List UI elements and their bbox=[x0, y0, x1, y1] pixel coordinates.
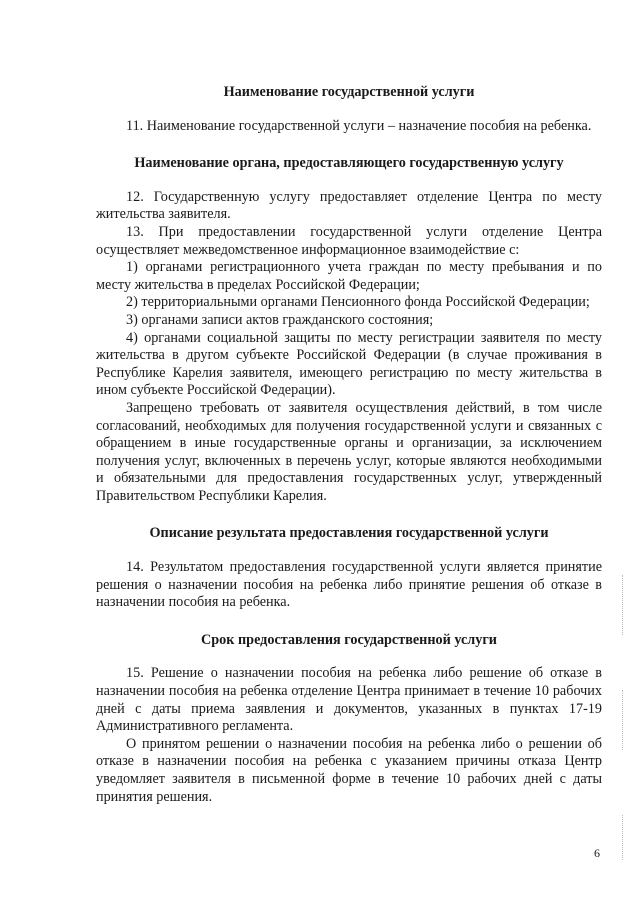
list-item: 1) органами регистрационного учета граждан по месту пребывания и по месту жительства в пределах Российской Федерации; bbox=[96, 259, 602, 293]
paragraph: 14. Результатом предоставления государственной услуги является принятие решения о назначении пособия на ребенка либо принятие решения об отказе в назначении пособия на ребенка. bbox=[96, 559, 602, 611]
section-heading: Описание результата предоставления государственной услуги bbox=[149, 525, 549, 542]
scan-edge-mark bbox=[622, 575, 624, 635]
list-item: 4) органами социальной защиты по месту регистрации заявителя по месту жительства в другом субъекте Российской Федерации (в случае проживания в Республике Карелия заявителя, имеющего регистрацию по месту жительства в ином субъекте Российской Федерации). bbox=[96, 329, 602, 399]
scan-edge-mark bbox=[622, 815, 624, 860]
list-item: 3) органами записи актов гражданского состояния; bbox=[126, 311, 434, 328]
section-heading: Наименование органа, предоставляющего государственную услугу bbox=[134, 155, 564, 172]
scan-edge-mark bbox=[622, 690, 624, 750]
paragraph: 11. Наименование государственной услуги – назначение пособия на ребенка. bbox=[126, 117, 592, 134]
list-item: 2) территориальными органами Пенсионного фонда Российской Федерации; bbox=[126, 294, 590, 311]
paragraph: 12. Государственную услугу предоставляет отделение Центра по месту жительства заявителя. bbox=[96, 188, 602, 223]
paragraph: 15. Решение о назначении пособия на ребенка либо решение об отказе в назначении пособия на ребенка отделение Центра принимает в течение 10 рабочих дней с даты приема заявления и документов, указанных в пунктах 17-19 Административного регламента. bbox=[96, 665, 602, 735]
section-heading: Срок предоставления государственной услуги bbox=[201, 631, 497, 648]
paragraph: 13. При предоставлении государственной услуги отделение Центра осуществляет межведомственное информационное взаимодействие с: bbox=[96, 223, 602, 258]
document-body bbox=[96, 84, 602, 806]
section-heading: Наименование государственной услуги bbox=[223, 84, 475, 100]
paragraph: Запрещено требовать от заявителя осуществления действий, в том числе согласований, необходимых для получения государственной услуги и связанных с обращением в иные государственные органы и организации, за исключением получения услуг, включенных в перечень услуг, которые являются необходимыми и обязательными для предоставления государственных услуг, утвержденный Правительством Республики Карелия. bbox=[96, 399, 602, 504]
paragraph: О принятом решении о назначении пособия на ребенка либо о решении об отказе в назначении пособия на ребенка с указанием причины отказа Центр уведомляет заявителя в письменной форме в течение 10 рабочих дней с даты принятия решения. bbox=[96, 735, 602, 805]
page-number: 6 bbox=[594, 846, 600, 860]
